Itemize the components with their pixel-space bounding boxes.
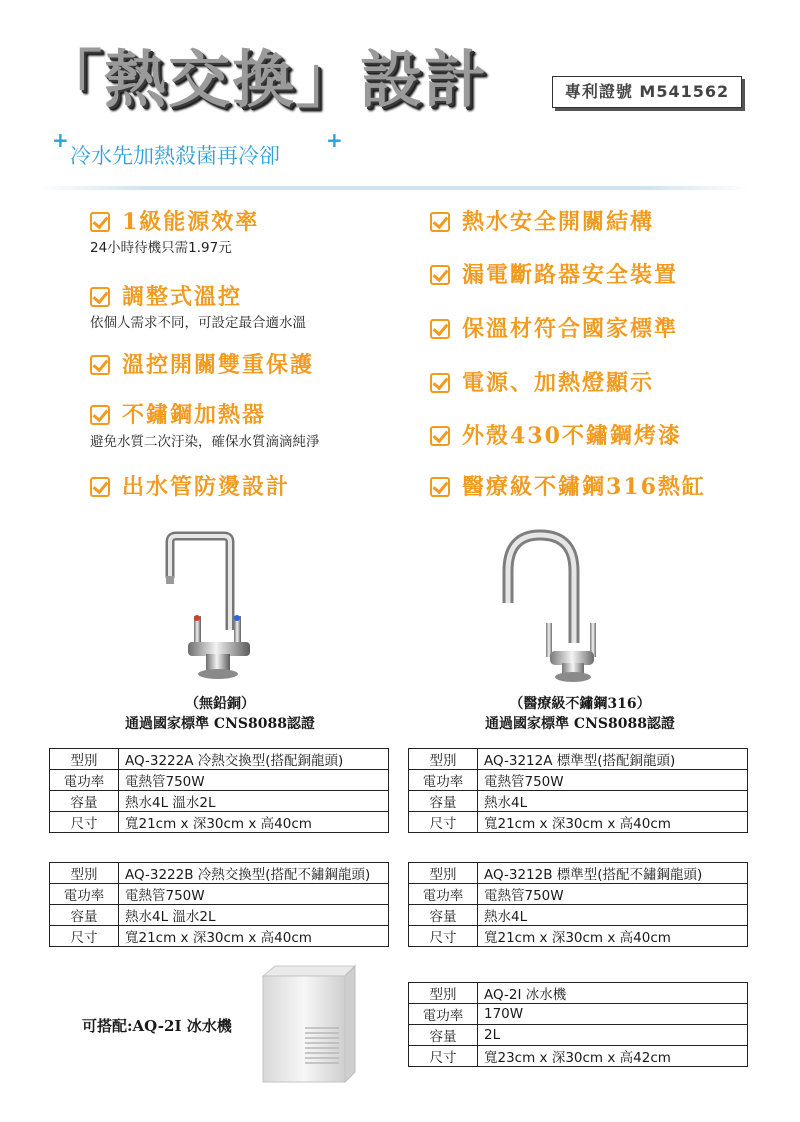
table-row [50,884,389,905]
spec-key: 型別 [409,983,478,1004]
spec-value: 熱水4L [478,791,748,812]
feature-label: 電源、加熱燈顯示 [462,370,655,396]
spec-value: AQ-3222A 冷熱交換型(搭配銅龍頭) [119,749,389,770]
feature-item [90,280,242,311]
feature-label: 1級能源效率 [122,209,260,235]
spec-value: 寬23cm x 深30cm x 高42cm [478,1046,748,1067]
divider [40,186,750,190]
spec-value: 170W [478,1004,748,1025]
plus-icon: + [326,128,343,152]
feature-item [430,419,682,450]
faucet-cert: 通過國家標準 CNS8088認證 [125,716,315,732]
patent-badge: 專利證號 M541562 [552,76,742,108]
checkbox-icon [430,477,450,497]
table-row [50,905,389,926]
spec-key: 型別 [50,749,119,770]
checkbox-icon [430,319,450,339]
spec-value: 電熱管750W [478,884,748,905]
spec-key: 容量 [409,905,478,926]
feature-label: 保溫材符合國家標準 [462,316,679,342]
spec-key: 電功率 [50,884,119,905]
spec-key: 容量 [409,791,478,812]
checkbox-icon [430,373,450,393]
feature-note: 24小時待機只需1.97元 [90,240,232,256]
feature-label: 出水管防燙設計 [122,474,291,500]
spec-key: 型別 [409,863,478,884]
faucet-caption [100,694,340,734]
feature-item [90,348,314,379]
feature-item [430,470,706,501]
spec-value: 寬21cm x 深30cm x 高40cm [119,812,389,833]
spec-value: 寬21cm x 深30cm x 高40cm [478,812,748,833]
table-row [409,863,748,884]
table-row [50,926,389,947]
spec-key: 電功率 [409,770,478,791]
spec-key: 型別 [409,749,478,770]
compat-label: 可搭配:AQ-2I 冰水機 [82,1017,232,1035]
spec-value: 2L [478,1025,748,1046]
spec-value: 電熱管750W [119,770,389,791]
spec-value: 熱水4L 溫水2L [119,905,389,926]
table-row [409,812,748,833]
feature-label: 溫控開關雙重保護 [122,352,315,378]
table-row [409,905,748,926]
feature-label: 外殼430不鏽鋼烤漆 [462,423,682,449]
spec-value: 寬21cm x 深30cm x 高40cm [478,926,748,947]
table-row [409,1046,748,1067]
spec-table [49,862,389,947]
spec-key: 尺寸 [409,926,478,947]
feature-item [90,470,290,501]
table-row [409,791,748,812]
feature-item [430,366,654,397]
feature-item [430,205,654,236]
faucet-material: （無鉛銅） [185,696,255,712]
table-row [50,863,389,884]
spec-value: 寬21cm x 深30cm x 高40cm [119,926,389,947]
table-row [409,770,748,791]
checkbox-icon [430,212,450,232]
spec-value: 電熱管750W [478,770,748,791]
feature-item [430,312,678,343]
checkbox-icon [90,212,110,232]
checkbox-icon [90,477,110,497]
feature-label: 醫療級不鏽鋼316熱缸 [462,474,706,500]
feature-note: 避免水質二次汙染，確保水質滴滴純淨 [90,434,320,450]
spec-value: AQ-3212A 標準型(搭配銅龍頭) [478,749,748,770]
table-row [409,749,748,770]
table-row [409,983,748,1004]
feature-item [430,258,678,289]
spec-key: 尺寸 [409,1046,478,1067]
faucet-caption [460,694,700,734]
table-row [409,1004,748,1025]
table-row [409,926,748,947]
table-row [50,791,389,812]
checkbox-icon [430,265,450,285]
subtitle: 冷水先加熱殺菌再冷卻 [70,144,280,168]
feature-label: 不鏽鋼加熱器 [122,402,267,428]
spec-table [49,748,389,833]
spec-key: 尺寸 [50,926,119,947]
plus-icon: + [52,128,69,152]
spec-key: 容量 [409,1025,478,1046]
spec-value: 電熱管750W [119,884,389,905]
feature-item [90,398,266,429]
checkbox-icon [90,355,110,375]
feature-item [90,205,259,236]
table-row [409,884,748,905]
spec-value: AQ-2I 冰水機 [478,983,748,1004]
feature-label: 熱水安全開關結構 [462,209,655,235]
checkbox-icon [90,287,110,307]
checkbox-icon [430,426,450,446]
spec-key: 電功率 [50,770,119,791]
table-row [50,749,389,770]
spec-value: 熱水4L 溫水2L [119,791,389,812]
spec-key: 容量 [50,791,119,812]
faucet-cert: 通過國家標準 CNS8088認證 [485,716,675,732]
table-row [50,812,389,833]
stainless-faucet-image [490,525,630,685]
page-title: 「熱交換」設計 [40,43,489,116]
feature-label: 漏電斷路器安全裝置 [462,262,679,288]
spec-table [408,862,748,947]
spec-value: AQ-3222B 冷熱交換型(搭配不鏽鋼龍頭) [119,863,389,884]
feature-label: 調整式溫控 [122,284,243,310]
spec-key: 容量 [50,905,119,926]
brass-faucet-image [140,520,280,685]
spec-key: 尺寸 [50,812,119,833]
table-row [50,770,389,791]
spec-key: 電功率 [409,1004,478,1025]
table-row [409,1025,748,1046]
spec-value: AQ-3212B 標準型(搭配不鏽鋼龍頭) [478,863,748,884]
feature-note: 依個人需求不同，可設定最合適水溫 [90,315,306,331]
spec-table [408,982,748,1067]
faucet-material: （醫療級不鏽鋼316） [509,696,651,712]
spec-value: 熱水4L [478,905,748,926]
spec-key: 電功率 [409,884,478,905]
spec-key: 尺寸 [409,812,478,833]
spec-key: 型別 [50,863,119,884]
ice-machine-image [255,962,360,1087]
spec-table [408,748,748,833]
checkbox-icon [90,405,110,425]
